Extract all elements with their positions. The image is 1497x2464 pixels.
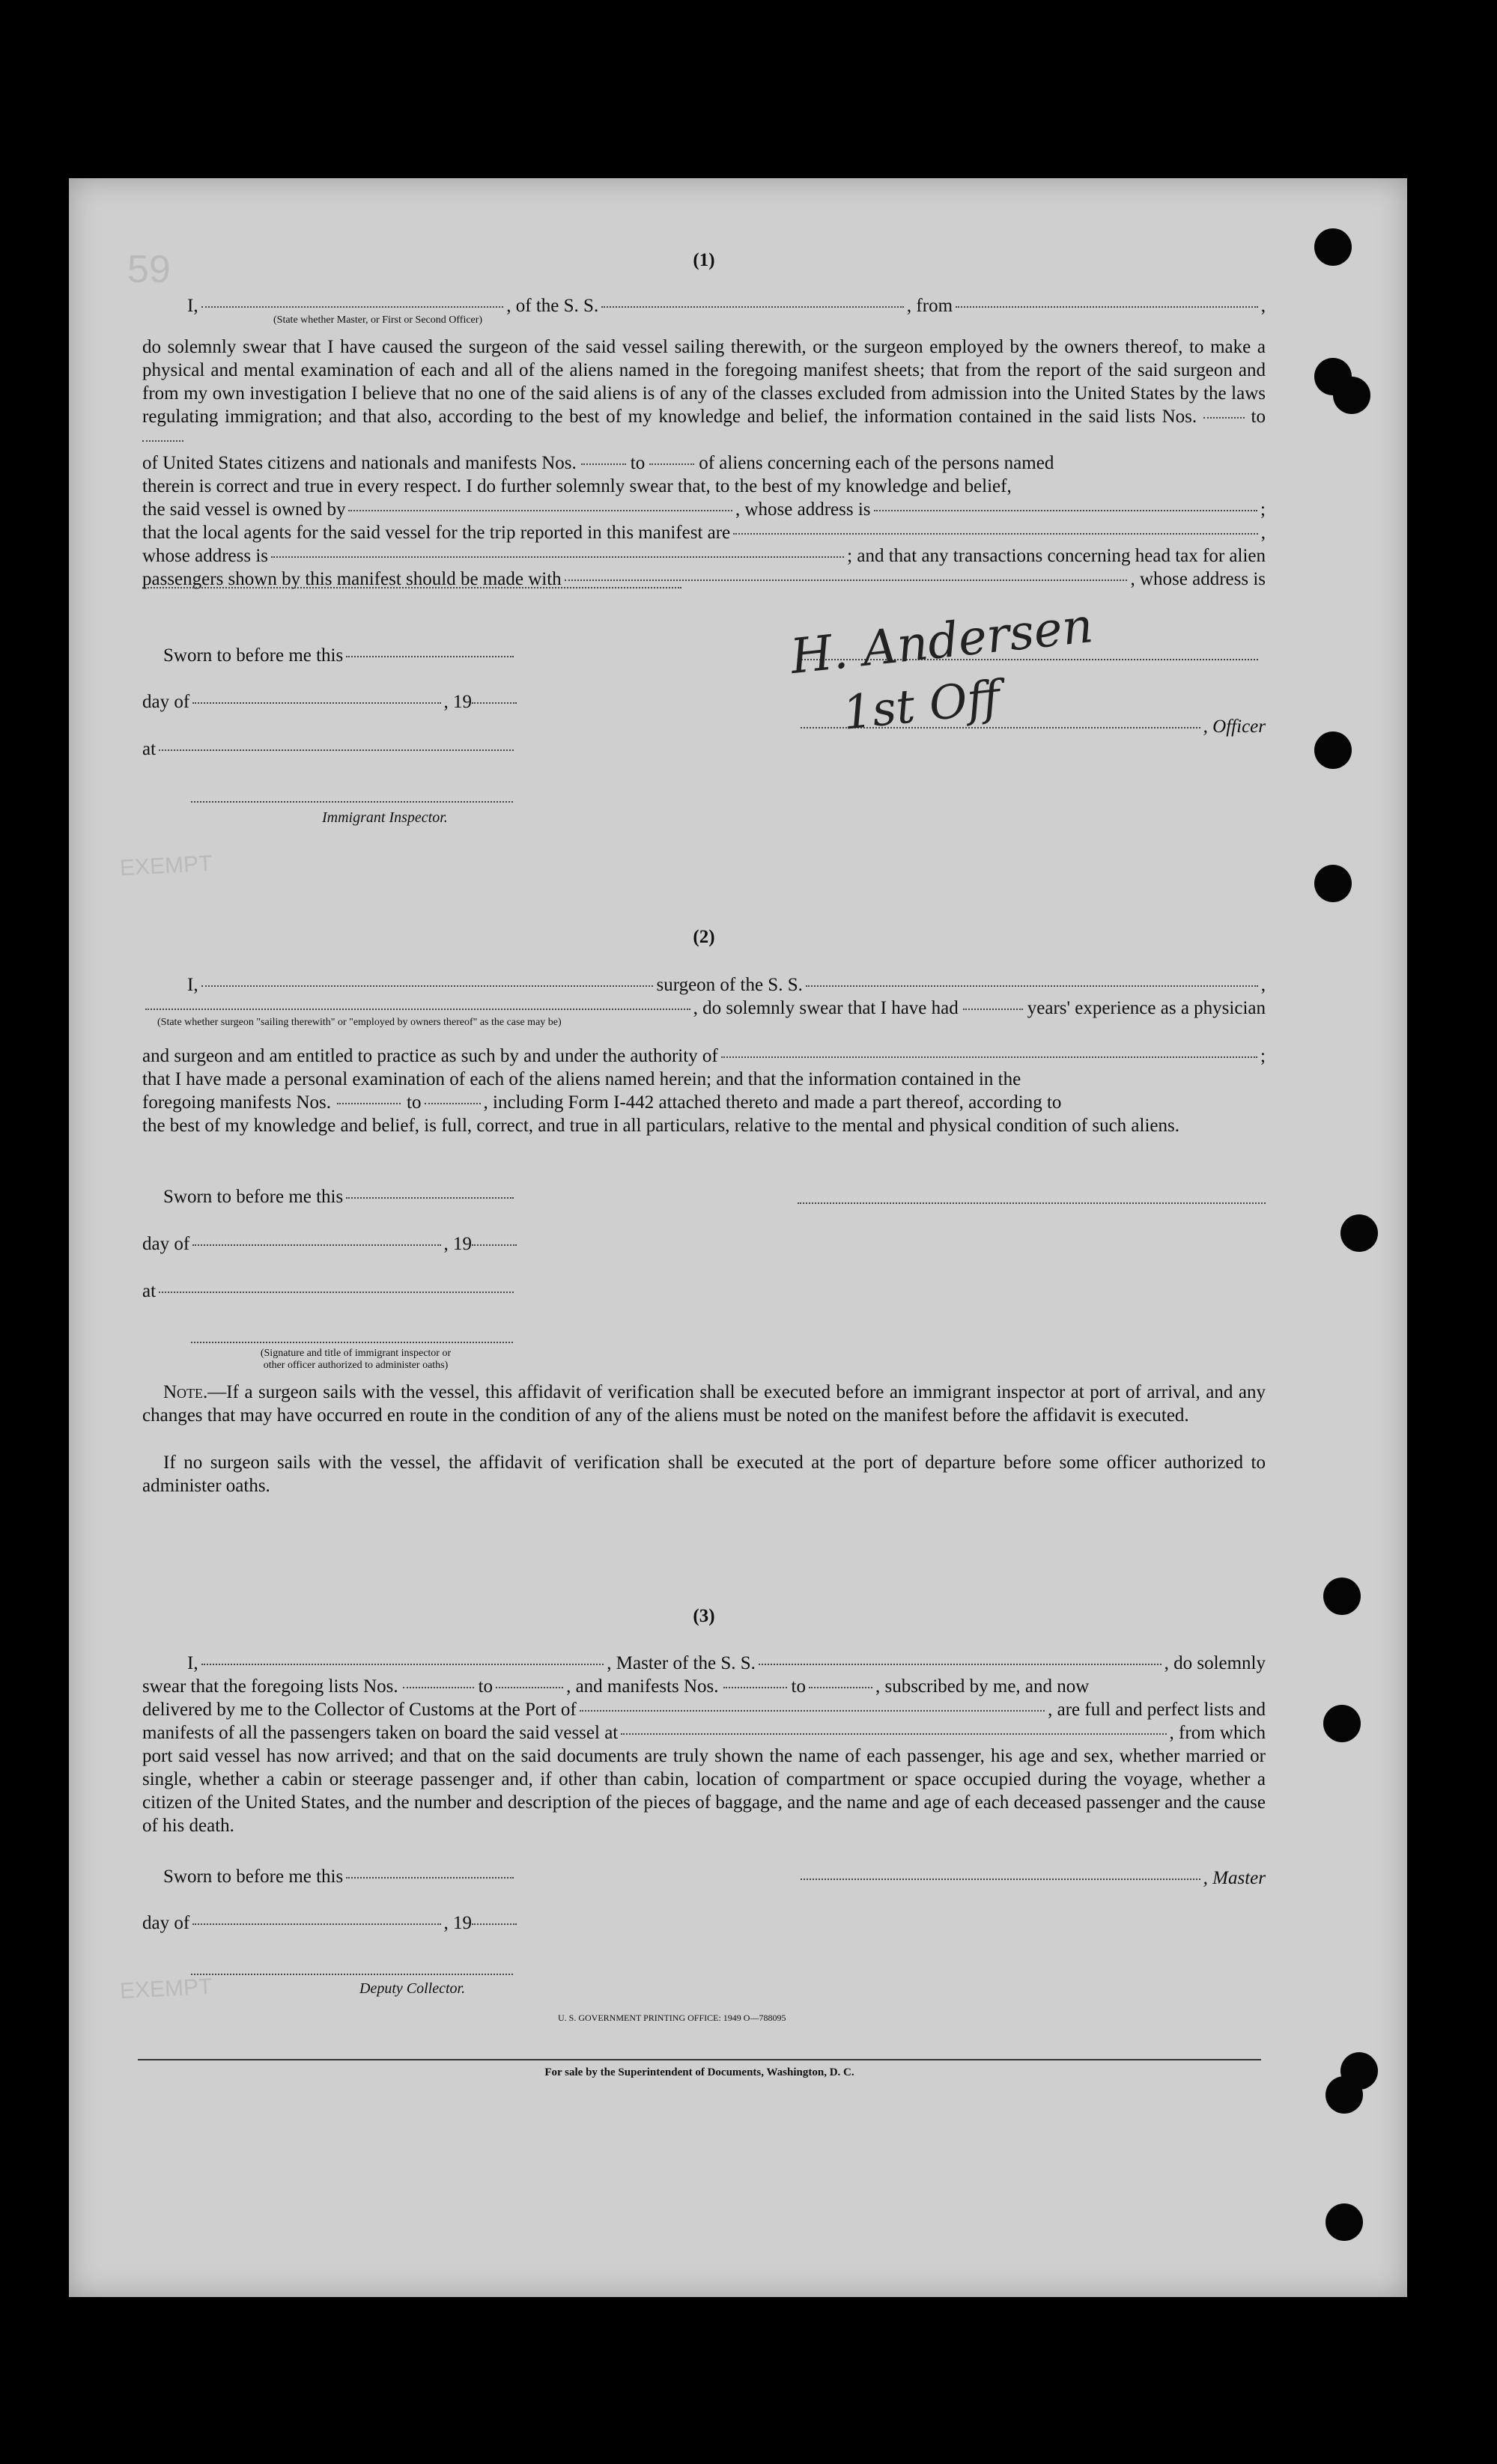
ghost-page-number: 59 [127, 248, 171, 291]
years-label: years' experience as a physician [1027, 998, 1266, 1018]
deputy-signature-line[interactable] [191, 1974, 513, 1975]
at-label: at [142, 739, 157, 759]
authority-field[interactable] [721, 1056, 1257, 1058]
day-of-label: day of [142, 692, 190, 712]
whose-address-label: whose address is [142, 546, 269, 566]
whose-address-label: , whose address is [1130, 569, 1266, 589]
month-field-3[interactable] [192, 1923, 440, 1925]
day-of-line-1 [142, 690, 517, 714]
section-3-number: (3) [693, 1606, 715, 1626]
aliens-concerning-label: of aliens concerning each of the persons named [699, 453, 1054, 473]
master-manifests-from[interactable] [723, 1687, 787, 1688]
manifests-label: foregoing manifests Nos. [142, 1092, 332, 1113]
binder-hole [1326, 2076, 1363, 2114]
binder-hole [1314, 865, 1352, 902]
at-line-2 [142, 1280, 517, 1303]
surgeon-of-label: surgeon of the S. S. [656, 975, 803, 995]
binder-hole [1326, 2203, 1363, 2241]
head-tax-agent-field[interactable] [565, 580, 1128, 581]
agent-address-line [142, 544, 1266, 568]
delivered-line [142, 1698, 1266, 1721]
vessel-name-field[interactable] [601, 306, 904, 308]
local-agents-label: that the local agents for the said vessel for the trip reported in this manifest are [142, 523, 731, 543]
oath-officer-caption: (Signature and title of immigrant inspector or other officer authorized to administer oaths) [260, 1348, 452, 1371]
i-label: I, [187, 1653, 198, 1673]
sworn-line-1 [142, 644, 517, 667]
lists-from-field[interactable] [1203, 417, 1245, 419]
master-lists-to[interactable] [496, 1687, 563, 1688]
binder-hole [1323, 1705, 1361, 1742]
binder-hole [1323, 1578, 1361, 1615]
from-label: , from [906, 296, 953, 316]
vessel-name-field-2[interactable] [806, 985, 1258, 987]
swear-lists-label: swear that the foregoing lists Nos. [142, 1676, 398, 1697]
semicolon: ; [1260, 499, 1266, 520]
binder-hole [1314, 228, 1352, 266]
master-name-field[interactable] [201, 1664, 604, 1665]
binder-hole [1314, 731, 1352, 769]
day-of-label: day of [142, 1234, 190, 1254]
local-agents-field[interactable] [733, 533, 1258, 535]
officer-rank-handwriting: 1st Off [839, 669, 1003, 740]
sworn-date-field[interactable] [346, 656, 514, 657]
place-field-2[interactable] [159, 1292, 514, 1293]
officer-signature: H. Andersen [788, 598, 1096, 685]
lists-line [142, 1675, 1266, 1698]
local-agents-line [142, 521, 1266, 544]
swear-label: , do solemnly swear that I have had [693, 998, 959, 1018]
section-1-number: (1) [693, 250, 715, 270]
owned-by-line [142, 498, 1266, 521]
officer-label: , Officer [1203, 717, 1266, 737]
year-field-2[interactable] [472, 1244, 517, 1246]
surgeon-type-field[interactable] [145, 1009, 690, 1010]
further-swear-text: therein is correct and true in every respect. I do further solemnly swear that, to the best of my knowledge and belief, [142, 476, 1012, 496]
from-port-field[interactable] [956, 306, 1258, 308]
sworn-date-field-3[interactable] [346, 1877, 514, 1879]
passengers-label: passengers shown by this manifest should be made with [142, 569, 562, 589]
at-label: at [142, 1281, 157, 1301]
port-field[interactable] [580, 1710, 1045, 1712]
inspector-caption: Immigrant Inspector. [322, 809, 448, 826]
years-field[interactable] [963, 1009, 1023, 1010]
note-text-2: If no surgeon sails with the vessel, the affidavit of verification shall be executed at the port of departure before some officer authorized to administer oaths. [142, 1452, 1266, 1496]
solemnly-label: , do solemnly [1164, 1653, 1266, 1673]
printing-office-line: U. S. GOVERNMENT PRINTING OFFICE: 1949 O—788095 [558, 2013, 786, 2023]
deputy-caption: Deputy Collector. [359, 1980, 466, 1997]
to-label: to [407, 1092, 422, 1113]
master-signature-line [798, 1867, 1266, 1890]
surgeon-manifests-from[interactable] [337, 1103, 401, 1104]
month-field[interactable] [192, 702, 440, 704]
master-lists-from[interactable] [403, 1687, 474, 1688]
examination-text: that I have made a personal examination of each of the aliens named herein; and that the information contained in the [142, 1069, 1021, 1089]
year-field-3[interactable] [472, 1923, 517, 1925]
to-label: to [630, 453, 646, 473]
officer-rank-hint: (State whether Master, or First or Second Officer) [273, 314, 483, 326]
master-manifests-to[interactable] [809, 1687, 872, 1688]
vessel-name-field-3[interactable] [759, 1664, 1162, 1665]
surgeon-manifests-to[interactable] [425, 1103, 481, 1104]
section-2-body-b: the best of my knowledge and belief, is full, correct, and true in all particulars, relative to the mental and physical condition of such aliens. [142, 1116, 1179, 1136]
us-citizens-label: of United States citizens and nationals and manifests Nos. [142, 453, 577, 473]
sworn-label: Sworn to before me this [163, 645, 344, 666]
day-of-label: day of [142, 1913, 190, 1933]
sworn-date-field-2[interactable] [346, 1197, 514, 1199]
binder-hole [1340, 1214, 1378, 1252]
note-paragraph [142, 1381, 1266, 1427]
sworn-label: Sworn to before me this [163, 1867, 344, 1887]
to-label: to [791, 1676, 806, 1697]
inspector-signature-line[interactable] [191, 801, 513, 803]
sworn-line-3 [142, 1865, 517, 1888]
semicolon: ; [1260, 1046, 1266, 1066]
note-text: —If a surgeon sails with the vessel, this affidavit of verification shall be executed before an immigrant inspector at port of arrival, and any changes that may have occurred en route in the condition of any of the aliens must be noted on the manifest before the affidavit is executed. [142, 1382, 1266, 1426]
surgeon-type-hint: (State whether surgeon "sailing therewith" or "employed by owners thereof" as the case may be) [157, 1017, 562, 1028]
binder-hole [1333, 377, 1370, 414]
delivered-label: delivered by me to the Collector of Customs at the Port of [142, 1700, 577, 1720]
manifests-from-field[interactable] [581, 463, 626, 465]
year-label: , 19 [443, 692, 472, 712]
day-of-line-3 [142, 1911, 517, 1935]
to-label: to [1251, 407, 1266, 427]
month-field-2[interactable] [192, 1244, 440, 1246]
surgeon-signature-line[interactable] [798, 1202, 1266, 1204]
day-of-line-2 [142, 1232, 517, 1256]
of-ss-label: , of the S. S. [506, 296, 599, 316]
section-2-number: (2) [693, 927, 715, 947]
owner-field[interactable] [348, 510, 732, 511]
ghost-exempt-stamp: EXEMPT [119, 851, 213, 881]
at-line-1 [142, 737, 517, 761]
head-tax-address-line [142, 591, 1266, 592]
surgeon-name-field[interactable] [201, 985, 654, 987]
from-which-label: , from which [1169, 1723, 1266, 1743]
to-label: to [478, 1676, 494, 1697]
oath-officer-signature-line[interactable] [191, 1342, 513, 1343]
footer-rule [138, 2059, 1261, 2060]
owned-by-label: the said vessel is owned by [142, 499, 346, 520]
comma: , [1260, 296, 1266, 316]
master-line [142, 1652, 1266, 1675]
departure-port-field[interactable] [621, 1733, 1166, 1735]
section-1-body-a [142, 335, 1266, 451]
and-manifests-label: , and manifests Nos. [566, 1676, 719, 1697]
lists-to-field[interactable] [142, 440, 183, 442]
head-tax-label: ; and that any transactions concerning head tax for alien [847, 546, 1266, 566]
note-paragraph-2 [142, 1451, 1266, 1497]
owner-address-field[interactable] [874, 510, 1258, 511]
i-label: I, [187, 296, 198, 316]
surgeon-line: I, surgeon of the S. S. , [187, 975, 1266, 995]
note-label: Note. [163, 1382, 208, 1402]
sworn-label: Sworn to before me this [163, 1187, 344, 1207]
agent-address-field[interactable] [271, 556, 844, 558]
whose-address-label: , whose address is [735, 499, 871, 520]
including-label: , including Form I-442 attached thereto and made a part thereof, according to [483, 1092, 1062, 1113]
master-of-label: , Master of the S. S. [607, 1653, 756, 1673]
authority-line [142, 1044, 1266, 1068]
ghost-exempt-stamp-lower: EXEMPT [119, 1974, 213, 2004]
authority-label: and surgeon and am entitled to practice as such by and under the authority of [142, 1046, 718, 1066]
place-field[interactable] [159, 749, 514, 751]
master-signature-field[interactable] [801, 1879, 1200, 1880]
comma: , [1260, 523, 1266, 543]
subscribed-label: , subscribed by me, and now [875, 1676, 1090, 1697]
taken-on-board-line [142, 1721, 1266, 1744]
i-label: I, [187, 975, 198, 995]
year-label: , 19 [443, 1913, 472, 1933]
section-2-body-a [142, 1068, 1266, 1091]
form-i442-line [142, 1091, 1266, 1114]
section-3-body: port said vessel has now arrived; and that on the said documents are truly shown the name of each passenger, his age and sex, whether married or single, whether a cabin or steerage passenger and, if other than cabin, location of compartment or space occupied during the voyage, whether a citizen of the United States, and the number and description of the pieces of baggage, and the name and age of each deceased passenger and the cause of his death. [142, 1746, 1266, 1836]
full-lists-label: , are full and perfect lists and [1048, 1700, 1266, 1720]
master-label: , Master [1203, 1868, 1266, 1888]
section-1-text: do solemnly swear that I have caused the surgeon of the said vessel sailing therewith, or the surgeon employed by the owners thereof, to make a physical and mental examination of each and all of the aliens named in the foregoing manifest sheets; that from the report of the said surgeon and from my own investigation I believe that no one of the said aliens is of any of the classes excluded from admission into the United States by the laws regulating immigration; and that also, according to the best of my knowledge and belief, the information contained in the said lists Nos. [142, 337, 1266, 427]
manifests-line [142, 451, 1266, 475]
officer-rank-field[interactable] [201, 306, 504, 308]
manifests-all-label: manifests of all the passengers taken on board the said vessel at [142, 1723, 619, 1743]
year-label: , 19 [443, 1234, 472, 1254]
year-field[interactable] [472, 702, 517, 704]
section-1-body-b [142, 475, 1266, 498]
manifests-to-field[interactable] [649, 463, 694, 465]
sworn-line-2 [142, 1185, 517, 1208]
head-tax-address-field[interactable] [142, 587, 681, 588]
sale-line: For sale by the Superintendent of Documents, Washington, D. C. [544, 2066, 854, 2078]
